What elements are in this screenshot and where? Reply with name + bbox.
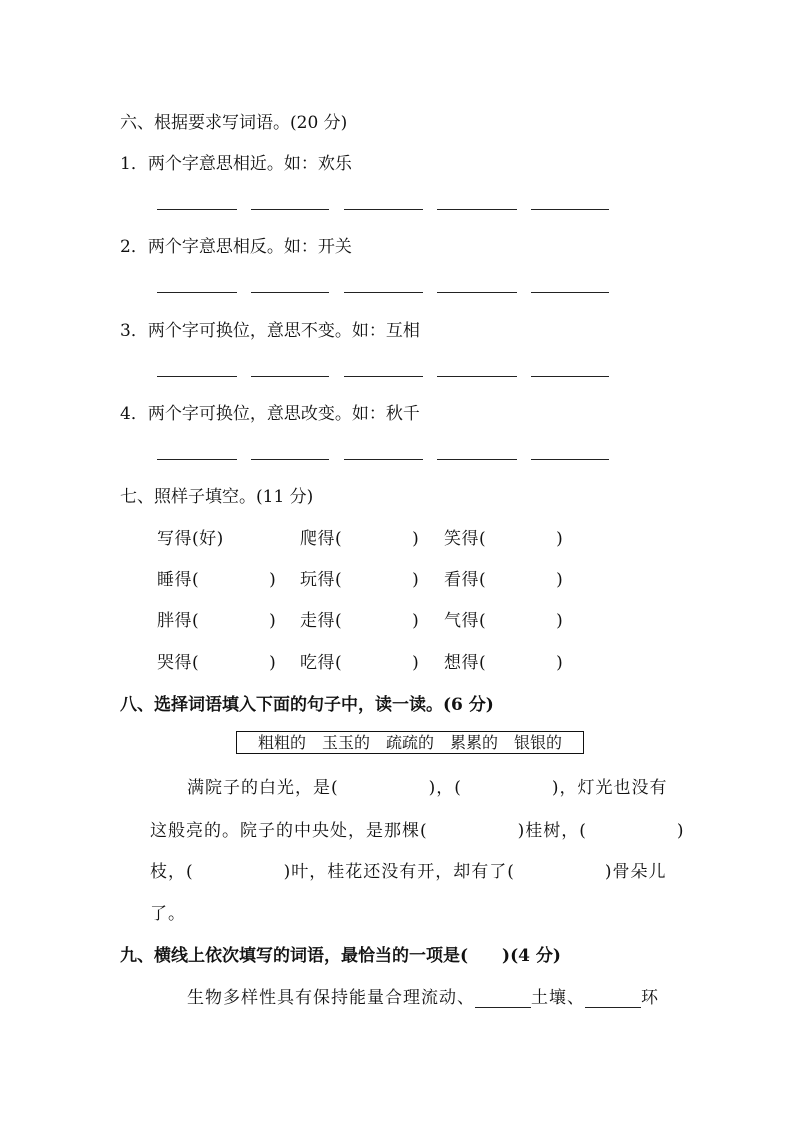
- answer-blank[interactable]: [531, 376, 609, 377]
- answer-blank[interactable]: [157, 292, 237, 293]
- answer-blank[interactable]: [157, 209, 237, 210]
- fill-item[interactable]: 玩得( ): [300, 570, 420, 590]
- fill-item[interactable]: 爬得( ): [300, 529, 420, 549]
- question-6-2: 2．两个字意思相反。如：开关: [120, 237, 352, 257]
- answer-blank[interactable]: [251, 459, 329, 460]
- passage-line: 了。: [150, 904, 186, 924]
- fill-item[interactable]: 吃得( ): [300, 653, 420, 673]
- question-9-line: [187, 983, 659, 1008]
- answer-blank[interactable]: [157, 376, 237, 377]
- answer-blank[interactable]: [531, 459, 609, 460]
- answer-blank[interactable]: [531, 292, 609, 293]
- passage-line: 满院子的白光，是( )，( )，灯光也没有: [187, 778, 668, 798]
- fill-item[interactable]: 走得( ): [300, 611, 420, 631]
- answer-blank[interactable]: [437, 376, 517, 377]
- answer-blank[interactable]: [251, 376, 329, 377]
- word-bank-box: 粗粗的 玉玉的 疏疏的 累累的 银银的: [236, 731, 584, 754]
- answer-blank[interactable]: [437, 459, 517, 460]
- fill-item[interactable]: 哭得( ): [157, 653, 277, 673]
- answer-blank[interactable]: [344, 459, 423, 460]
- fill-item[interactable]: 睡得( ): [157, 570, 277, 590]
- fill-item[interactable]: 看得( ): [444, 570, 564, 590]
- passage-line: 枝，( )叶，桂花还没有开，却有了( )骨朵儿: [150, 862, 667, 882]
- fill-item[interactable]: 想得( ): [444, 653, 564, 673]
- question-9-text-start: 生物多样性具有保持能量合理流动、: [187, 988, 475, 1008]
- answer-blank[interactable]: [251, 209, 329, 210]
- passage-line: 这般亮的。院子的中央处，是那棵( )桂树，( ): [150, 821, 685, 841]
- fill-item[interactable]: 胖得( ): [157, 611, 277, 631]
- fill-item[interactable]: 气得( ): [444, 611, 564, 631]
- answer-blank[interactable]: [251, 292, 329, 293]
- answer-blank[interactable]: [157, 459, 237, 460]
- answer-blank[interactable]: [475, 990, 531, 1008]
- section-9-title: 九、横线上依次填写的词语，最恰当的一项是( )(4 分): [120, 946, 561, 966]
- answer-blank[interactable]: [585, 990, 641, 1008]
- section-6-title: 六、根据要求写词语。(20 分): [120, 113, 348, 133]
- section-7-title: 七、照样子填空。(11 分): [120, 487, 314, 507]
- section-8-title: 八、选择词语填入下面的句子中，读一读。(6 分): [120, 695, 494, 715]
- question-9-text-mid: 土壤、: [531, 988, 585, 1008]
- fill-item: 写得(好): [157, 529, 224, 549]
- question-9-text-end: 环: [641, 988, 659, 1008]
- answer-blank[interactable]: [437, 292, 517, 293]
- question-6-1: 1．两个字意思相近。如：欢乐: [120, 154, 352, 174]
- fill-item[interactable]: 笑得( ): [444, 529, 564, 549]
- answer-blank[interactable]: [344, 376, 423, 377]
- answer-blank[interactable]: [344, 292, 423, 293]
- question-6-3: 3．两个字可换位，意思不变。如：互相: [120, 321, 420, 341]
- question-6-4: 4．两个字可换位，意思改变。如：秋千: [120, 404, 420, 424]
- answer-blank[interactable]: [531, 209, 609, 210]
- answer-blank[interactable]: [344, 209, 423, 210]
- answer-blank[interactable]: [437, 209, 517, 210]
